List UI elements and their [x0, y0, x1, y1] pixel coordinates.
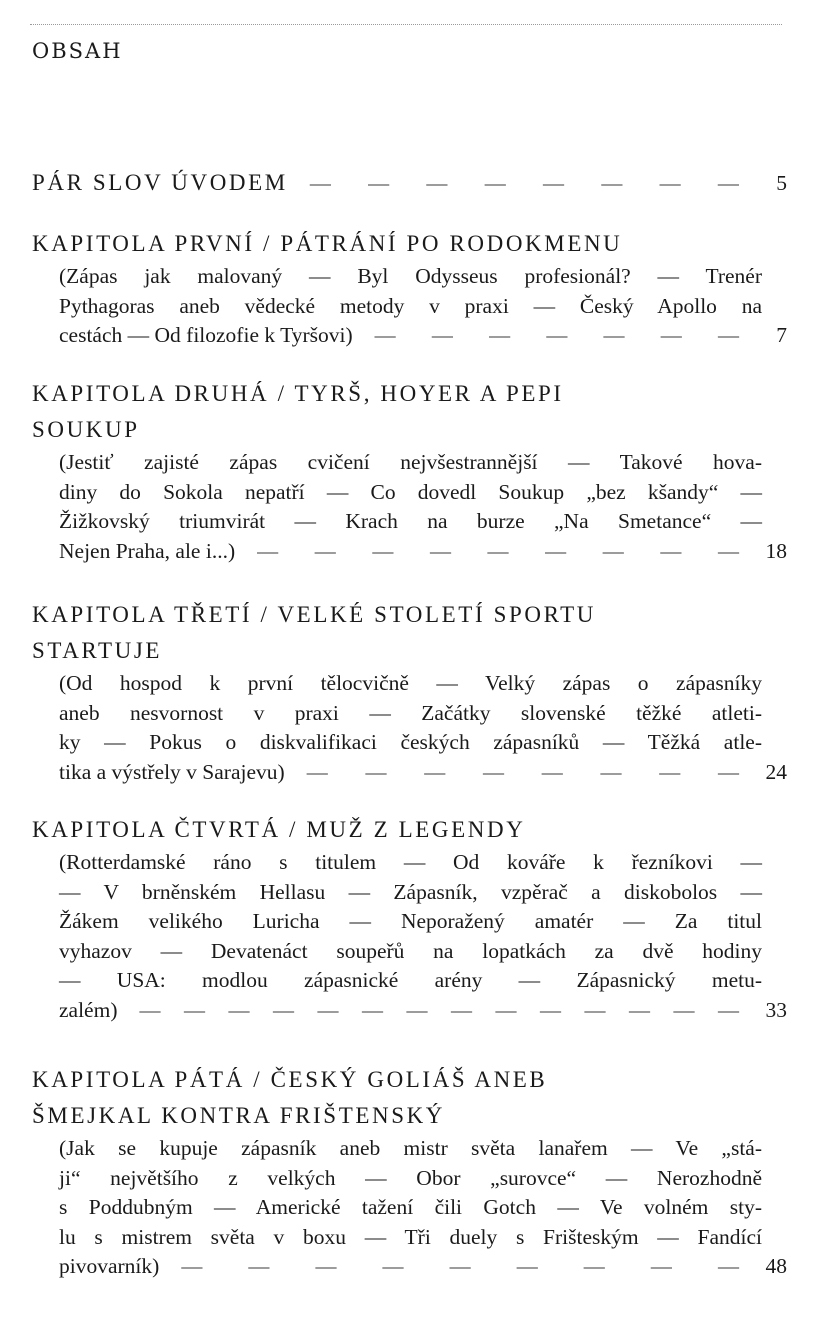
description-line: Žákem velikého Luricha — Neporažený amatér — Za titul: [59, 909, 762, 933]
description-last-line: zalém): [59, 997, 118, 1022]
chapter-title-line: ŠMEJKAL KONTRA FRIŠTENSKÝ: [32, 1103, 446, 1128]
page-number: 18: [765, 538, 787, 563]
page-number: 7: [776, 323, 787, 347]
chapter-description: [59, 848, 762, 996]
description-last-line: pivovarník): [59, 1254, 160, 1278]
toc-entry-chapter[interactable]: [32, 812, 792, 1025]
description-line: s Poddubným — Americké tažení čili Gotch — Ve volném sty-: [59, 1195, 762, 1219]
chapter-title-line: STARTUJE: [32, 638, 163, 663]
chapter-title-line: SOUKUP: [32, 417, 140, 442]
leader-dashes: — — — — — — — —: [309, 171, 739, 195]
chapter-description: [59, 669, 762, 758]
description-line: Žižkovský triumvirát — Krach na burze „Na Smetance“ —: [59, 509, 762, 533]
chapter-title-line: KAPITOLA DRUHÁ / TYRŠ, HOYER A PEPI: [32, 381, 564, 406]
description-line: — V brněnském Hellasu — Zápasník, vzpěrač a diskobolos —: [59, 879, 762, 904]
leader-dashes: — — — — — — — — — — — — — —: [139, 997, 739, 1022]
entry-title: PÁR SLOV ÚVODEM: [32, 170, 288, 195]
page-number: 24: [765, 759, 787, 784]
top-rule: [30, 24, 782, 25]
toc-entry-intro[interactable]: [32, 165, 792, 201]
description-line: lu s mistrem světa v boxu — Tři duely s Frišteským — Fandící: [59, 1224, 762, 1249]
chapter-title-line: KAPITOLA PÁTÁ / ČESKÝ GOLIÁŠ ANEB: [32, 1067, 548, 1092]
description-line: (Jestiť zajisté zápas cvičení nejvšestrannější — Takové hova-: [59, 450, 762, 474]
chapter-title-line: KAPITOLA TŘETÍ / VELKÉ STOLETÍ SPORTU: [32, 602, 596, 627]
description-last-line: cestách — Od filozofie k Tyršovi): [59, 323, 353, 347]
chapter-description: [59, 1134, 762, 1252]
chapter-description: [59, 262, 762, 321]
leader-dashes: — — — — — — — —: [306, 759, 739, 784]
description-line: ji“ největšího z velkých — Obor „surovce“ — Nerozhodně: [59, 1165, 762, 1190]
chapter-description: [59, 448, 762, 537]
chapter-title-line: KAPITOLA PRVNÍ / PÁTRÁNÍ PO RODOKMENU: [32, 231, 623, 256]
description-line: vyhazov — Devatenáct soupeřů na lopatkách za dvě hodiny: [59, 938, 762, 963]
description-line: (Rotterdamské ráno s titulem — Od kováře k řezníkovi —: [59, 850, 762, 874]
toc-entry-chapter[interactable]: [32, 226, 792, 351]
description-line: Pythagoras aneb vědecké metody v praxi — Český Apollo na: [59, 293, 762, 318]
toc-entry-chapter[interactable]: [32, 376, 792, 566]
description-line: diny do Sokola nepatří — Co dovedl Soukup „bez kšandy“ —: [59, 479, 762, 504]
toc-entry-chapter[interactable]: [32, 1062, 792, 1282]
leader-dashes: — — — — — — — — —: [257, 538, 739, 563]
description-line: ky — Pokus o diskvalifikaci českých zápasníků — Těžká atle-: [59, 730, 762, 754]
page-number: 5: [776, 171, 787, 195]
description-line: aneb nesvornost v praxi — Začátky slovenské těžké atleti-: [59, 700, 762, 725]
description-last-line: Nejen Praha, ale i...): [59, 538, 236, 563]
description-line: (Od hospod k první tělocvičně — Velký zápas o zápasníky: [59, 671, 762, 695]
toc-entry-chapter[interactable]: [32, 597, 792, 787]
leader-dashes: — — — — — — —: [374, 323, 739, 347]
page-heading: OBSAH: [32, 39, 123, 63]
description-line: (Jak se kupuje zápasník aneb mistr světa lanařem — Ve „stá-: [59, 1136, 762, 1160]
description-last-line: tika a výstřely v Sarajevu): [59, 759, 285, 784]
description-line: — USA: modlou zápasnické arény — Zápasnický metu-: [59, 968, 762, 992]
description-line: (Zápas jak malovaný — Byl Odysseus profesionál? — Trenér: [59, 264, 762, 288]
page-number: 48: [765, 1254, 787, 1278]
leader-dashes: — — — — — — — — —: [181, 1254, 739, 1278]
chapter-title-line: KAPITOLA ČTVRTÁ / MUŽ Z LEGENDY: [32, 817, 526, 842]
page-number: 33: [765, 997, 787, 1022]
